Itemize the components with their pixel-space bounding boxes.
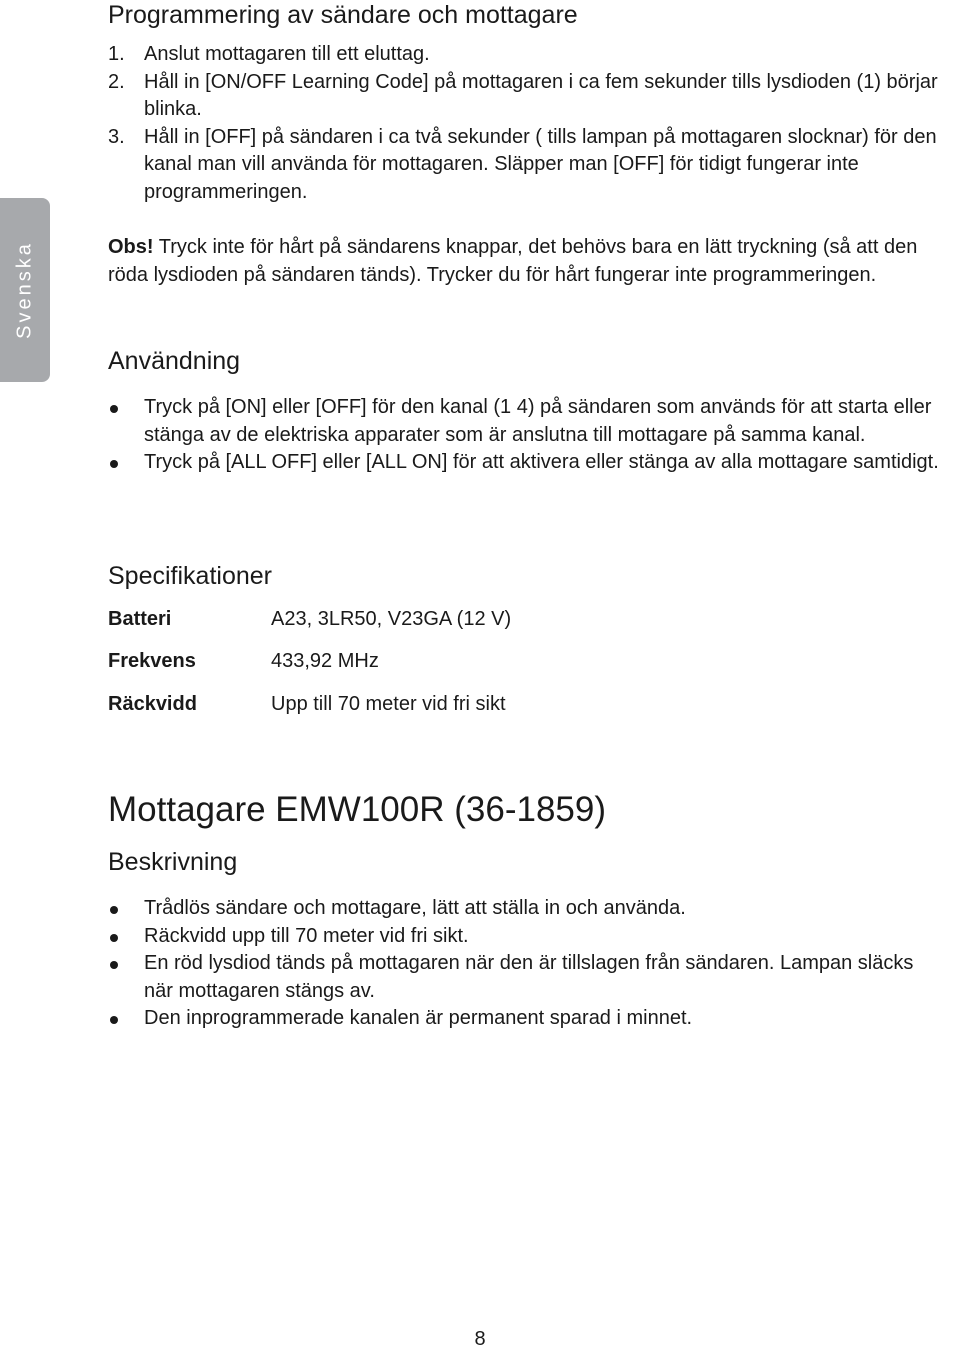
programming-steps [108,41,943,206]
programming-heading: Programmering av sändare och mottagare [108,1,578,29]
step-text: Anslut mottagaren till ett eluttag. [144,43,430,65]
description-heading: Beskrivning [108,848,238,876]
bullet-icon [110,405,118,413]
list-item [108,449,943,477]
receiver-heading: Mottagare EMW100R (36-1859) [108,790,606,829]
list-item [108,895,943,923]
bullet-icon [110,906,118,914]
page-number: 8 [474,1328,486,1350]
spec-value: 433,92 MHz [271,650,379,672]
usage-list [108,394,943,477]
spec-label: Frekvens [108,650,196,672]
bullet-icon [110,961,118,969]
step-number: 2. [108,70,125,93]
list-item [108,950,943,1005]
bullet-icon [110,934,118,942]
note-text: Tryck inte för hårt på sändarens knappar, det behövs bara en lätt tryckning (så att den röda lysdioden på sändaren tänds). Trycker du för hårt fungerar inte programmeringen. [108,236,918,286]
step-number: 3. [108,125,125,148]
language-tab-label: Svenska [13,241,36,339]
list-item-text: Tryck på [ON] eller [OFF] för den kanal (1 4) på sändaren som används för att starta eller stänga av de elektriska apparater som är anslutna till mottagare på samma kanal. [144,396,932,446]
step-text: Håll in [OFF] på sändaren i ca två sekunder ( tills lampan på mottagaren slocknar) för den kanal man vill använda för mottagaren. Släpper man [OFF] för tidigt fungerar inte programmeringen. [144,125,937,203]
list-item-text: Tryck på [ALL OFF] eller [ALL ON] för att aktivera eller stänga av alla mottagare samtidigt. [144,451,939,473]
list-item [108,923,943,951]
step-text: Håll in [ON/OFF Learning Code] på mottagaren i ca fem sekunder tills lysdioden (1) börjar blinka. [144,70,938,120]
note-label: Obs! [108,236,154,258]
spec-label: Räckvidd [108,693,197,715]
spec-label: Batteri [108,608,172,630]
usage-heading: Användning [108,347,241,375]
bullet-icon [110,1016,118,1024]
programming-note [108,234,943,289]
programming-step [108,41,943,69]
programming-step [108,124,943,207]
list-item-text: Den inprogrammerade kanalen är permanent sparad i minnet. [144,1007,693,1029]
list-item-text: Trådlös sändare och mottagare, lätt att ställa in och använda. [144,897,686,919]
programming-step [108,69,943,124]
list-item [108,1005,943,1033]
list-item-text: En röd lysdiod tänds på mottagaren när den är tillslagen från sändaren. Lampan släcks när mottagaren stängs av. [144,952,914,1002]
bullet-icon [110,460,118,468]
specs-heading: Specifikationer [108,562,272,590]
list-item-text: Räckvidd upp till 70 meter vid fri sikt. [144,924,469,947]
description-list [108,895,943,1033]
list-item [108,394,943,449]
language-tab [0,198,50,382]
step-number: 1. [108,43,125,65]
spec-value: Upp till 70 meter vid fri sikt [271,693,506,715]
spec-value: A23, 3LR50, V23GA (12 V) [271,608,512,630]
